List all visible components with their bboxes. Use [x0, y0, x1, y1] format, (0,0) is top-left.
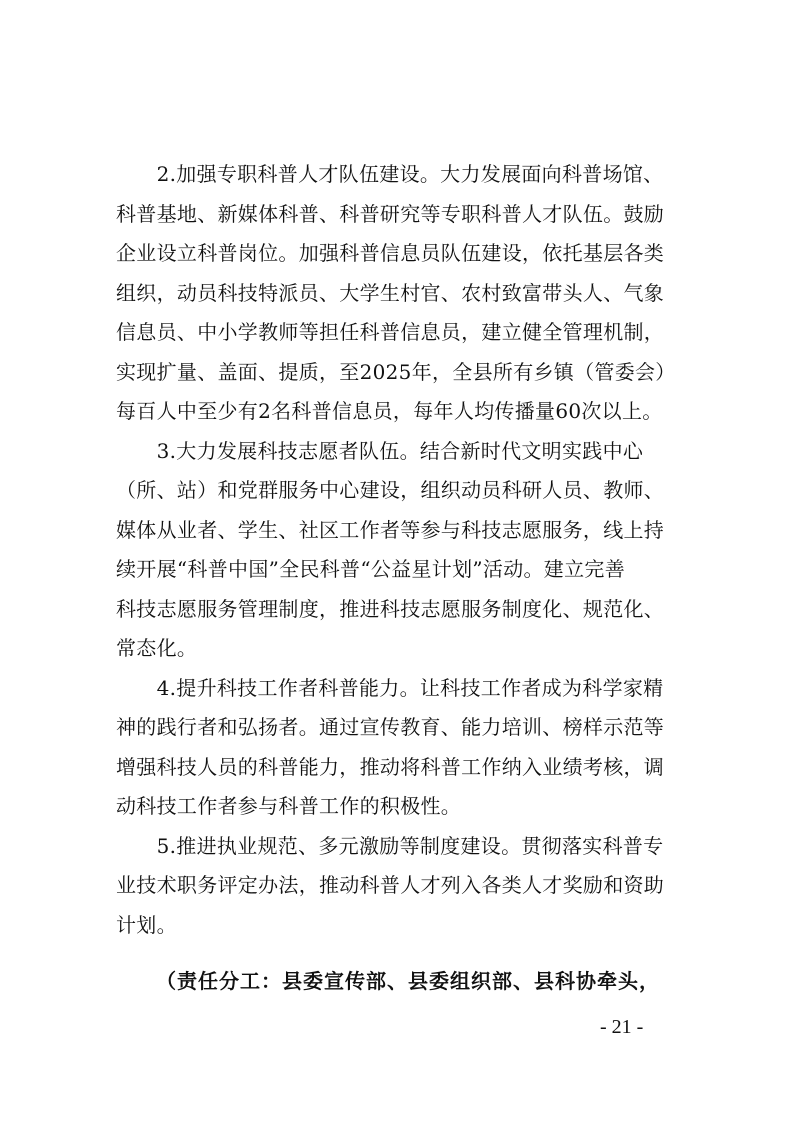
text-line: 业技术职务评定办法，推动科普人才列入各类人才奖励和资助	[116, 873, 665, 897]
paragraph-5	[116, 827, 682, 946]
text-line: 组织，动员科技特派员、大学生村官、农村致富带头人、气象	[116, 280, 665, 305]
text-line: 媒体从业者、学生、社区工作者等参与科技志愿服务，线上持	[116, 517, 665, 542]
text-line: 科普基地、新媒体科普、科普研究等专职科普人才队伍。鼓励	[116, 201, 665, 226]
text-line: 5.推进执业规范、多元激励等制度建设。贯彻落实科普专	[116, 833, 664, 858]
paragraph-3	[116, 432, 682, 669]
text-line: 常态化。	[116, 636, 198, 660]
text-line: 每百人中至少有2名科普信息员，每年人均传播量60次以上。	[116, 399, 663, 423]
paragraph-2	[116, 155, 682, 432]
text-line: 增强科技人员的科普能力，推动将科普工作纳入业绩考核，调	[116, 754, 665, 779]
paragraph-4	[116, 669, 682, 827]
body-text	[116, 155, 682, 945]
text-line: 神的践行者和弘扬者。通过宣传教育、能力培训、榜样示范等	[116, 715, 665, 739]
text-line: 信息员、中小学教师等担任科普信息员，建立健全管理机制，	[116, 320, 665, 344]
text-line: 科技志愿服务管理制度，推进科技志愿服务制度化、规范化、	[116, 596, 665, 621]
text-line: 计划。	[116, 912, 177, 937]
text-line: 4.提升科技工作者科普能力。让科技工作者成为科学家精	[116, 675, 664, 700]
text-line: 实现扩量、盖面、提质，至2025年，全县所有乡镇（管委会）	[116, 359, 676, 384]
responsibility-note: （责任分工：县委宣传部、县委组织部、县科协牵头，	[156, 969, 660, 993]
page-number: - 21 -	[600, 1016, 644, 1038]
text-line: 3.大力发展科技志愿者队伍。结合新时代文明实践中心	[116, 438, 644, 463]
text-line: （所、站）和党群服务中心建设，组织动员科研人员、教师、	[116, 478, 665, 502]
text-line: 动科技工作者参与科普工作的积极性。	[116, 794, 462, 818]
text-line: 2.加强专职科普人才队伍建设。大力发展面向科普场馆、	[116, 162, 664, 186]
text-line: 企业设立科普岗位。加强科普信息员队伍建设，依托基层各类	[116, 241, 665, 265]
text-line: 续开展“科普中国”全民科普“公益星计划”活动。建立完善	[116, 557, 625, 581]
